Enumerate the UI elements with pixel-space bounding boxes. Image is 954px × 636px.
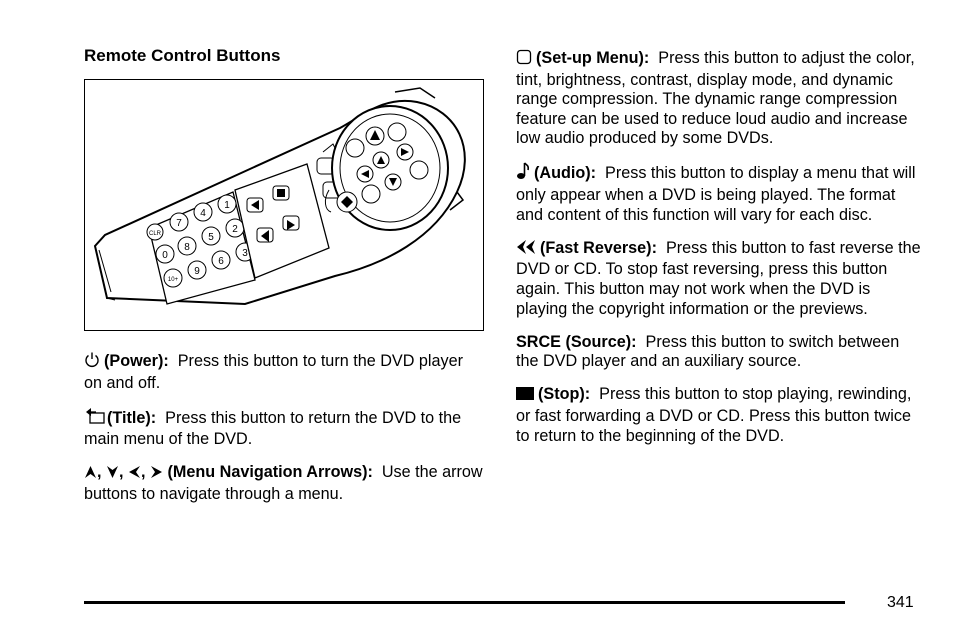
fast-reverse-description (516, 239, 921, 319)
fast-reverse-text: Press this button to fast reverse the DVD or CD. To stop fast reversing, press this button again. This button may not work when the DVD is playing the copyright information or the previews. (516, 238, 921, 318)
remote-control-illustration (84, 79, 484, 331)
svg-text:10+: 10+ (167, 277, 179, 283)
audio-term: (Audio): (534, 164, 597, 183)
title-icon (84, 407, 106, 431)
arrow-separator: , (97, 463, 102, 482)
svg-text:6: 6 (218, 256, 224, 267)
setup-menu-description (516, 49, 921, 149)
power-description (84, 351, 484, 393)
fast-reverse-icon (516, 239, 536, 261)
source-text: Press this button to switch between the DVD player and an auxiliary source. (516, 332, 900, 371)
svg-text:CLR: CLR (148, 231, 162, 237)
arrows-description (84, 463, 484, 504)
power-icon (84, 351, 100, 374)
svg-text:0: 0 (162, 250, 168, 261)
section-heading: Remote Control Buttons (84, 46, 281, 65)
down-arrow-icon (106, 465, 119, 485)
stop-icon (516, 386, 534, 407)
source-term: SRCE (Source): (516, 332, 637, 351)
svg-text:2: 2 (232, 224, 238, 235)
stop-description (516, 385, 921, 446)
svg-text:5: 5 (208, 232, 214, 243)
svg-text:8: 8 (184, 242, 190, 253)
left-column (84, 46, 484, 518)
right-arrow-icon (150, 465, 163, 485)
right-column (516, 49, 921, 460)
power-term: (Power): (104, 352, 169, 370)
audio-text: Press this button to display a menu that will only appear when a DVD is being played. The format and content of this function will vary for each disc. (516, 164, 916, 224)
left-arrow-icon (128, 465, 141, 485)
remote-control-drawing (85, 80, 484, 331)
setup-menu-text: Press this button to adjust the color, tint, brightness, contrast, display mode, and dynamic range compression. The dynamic range compression feature can be used to reduce loud audio and increase low audio produced by some DVDs. (516, 49, 915, 148)
setup-menu-icon (516, 49, 532, 71)
footer-rule (84, 601, 845, 604)
title-description (84, 407, 484, 450)
stop-term: (Stop): (538, 385, 591, 404)
fast-reverse-term: (Fast Reverse): (540, 238, 657, 257)
svg-text:4: 4 (200, 208, 206, 219)
svg-text:1: 1 (224, 200, 230, 211)
arrows-term: (Menu Navigation Arrows): (167, 463, 373, 482)
stop-text: Press this button to stop playing, rewinding, or fast forwarding a DVD or CD. Press this button twice to return to the beginning of the DVD. (516, 385, 912, 445)
title-text: Press this button to return the DVD to the main menu of the DVD. (84, 408, 462, 449)
title-term: (Title): (107, 408, 157, 427)
arrow-separator: , (119, 463, 124, 482)
power-text: Press this button to turn the DVD player on and off. (84, 352, 463, 392)
page-number: 341 (887, 594, 914, 611)
svg-text:7: 7 (176, 218, 182, 229)
arrow-separator: , (141, 463, 146, 482)
up-arrow-icon (84, 465, 97, 485)
audio-description (516, 162, 921, 225)
setup-menu-term: (Set-up Menu): (536, 49, 650, 67)
audio-icon (516, 162, 530, 186)
svg-text:3: 3 (242, 248, 248, 259)
arrows-text: Use the arrow buttons to navigate through a menu. (84, 463, 483, 503)
source-description (516, 333, 921, 372)
svg-text:9: 9 (194, 266, 200, 277)
